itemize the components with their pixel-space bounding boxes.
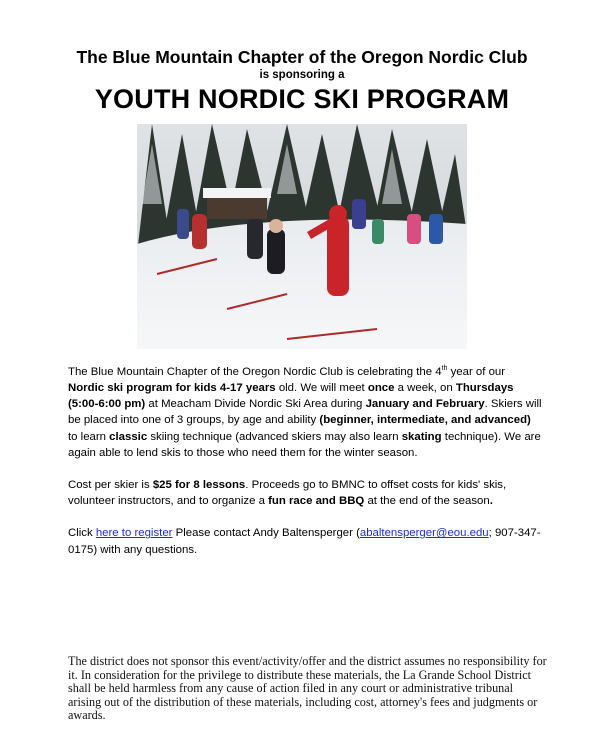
- kids-skiing-photo: [137, 124, 467, 349]
- price: $25 for 8 lessons: [152, 479, 246, 492]
- text: Nordic ski program for kids 4-17 years: [68, 382, 276, 394]
- body-text: [68, 361, 543, 574]
- text: The Blue Mountain Chapter of the Oregon Nordic Club is celebrating the 4: [68, 365, 442, 378]
- text: to learn: [68, 430, 110, 443]
- page-title: YOUTH NORDIC SKI PROGRAM: [94, 84, 510, 114]
- program-description: [68, 361, 543, 461]
- text: old. We will meet: [275, 382, 368, 394]
- cost-paragraph: [68, 477, 543, 509]
- text: January and February: [365, 398, 485, 411]
- text: at the end of the season: [364, 495, 490, 508]
- text: at Meacham Divide Nordic Ski Area during: [145, 398, 366, 411]
- text: year of our: [447, 365, 506, 378]
- contact-paragraph: [68, 525, 543, 557]
- district-disclaimer: The district does not sponsor this event/activity/offer and the district assumes no responsibility for it. In consideration for the privilege to distribute these materials, the La Grande School District shall be held harmless from any cause of action filed in any court or administrative tribunal arising out of the distribution of these materials, including cost, attorney's fees and judgments or awards.: [68, 654, 547, 723]
- text: Thursdays (5:00-6:00 pm): [68, 382, 514, 411]
- text: (beginner, intermediate, and advanced): [319, 414, 531, 427]
- register-link[interactable]: here to register: [95, 527, 173, 540]
- text: skiing technique (advanced skiers may also learn: [147, 430, 402, 443]
- text: fun race and BBQ: [268, 495, 365, 508]
- text: Click: [68, 527, 96, 540]
- header-line1: The Blue Mountain Chapter of the Oregon Nordic Club: [76, 47, 528, 67]
- text: th: [441, 365, 448, 372]
- header-line2: is sponsoring a: [259, 69, 345, 81]
- text: skating: [401, 430, 442, 443]
- text: . Proceeds go to BMNC to offset costs for kids' skis, volunteer instructors, and to organize a: [68, 479, 507, 508]
- text: ; 907-347-0175) with any questions.: [68, 527, 541, 556]
- text: a week, on: [394, 382, 456, 394]
- text: . Skiers will be placed into one of 3 groups, by age and ability: [68, 398, 542, 427]
- text: classic: [109, 430, 148, 443]
- text: .: [489, 495, 493, 508]
- text: Cost per skier is: [68, 479, 153, 492]
- email-link[interactable]: abaltensperger@eou.edu: [359, 527, 489, 540]
- text: Please contact Andy Baltensperger (: [172, 527, 360, 540]
- text: technique). We are again able to lend skis to those who need them for the winter season.: [68, 430, 541, 459]
- text: once: [367, 382, 395, 394]
